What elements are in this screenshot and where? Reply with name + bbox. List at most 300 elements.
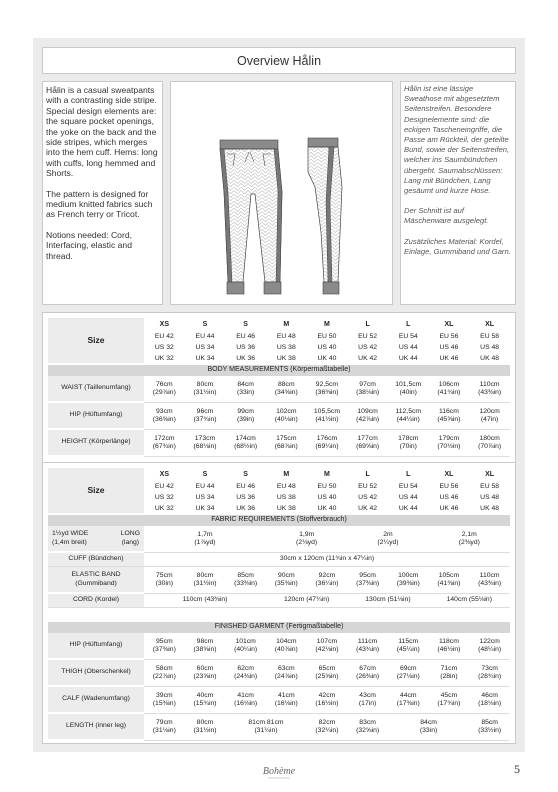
value-yd: (1⅞yd) — [194, 539, 216, 546]
value-in: (43⅜in) — [478, 580, 502, 587]
cord-label — [48, 594, 144, 608]
value-in: (40⅛in) — [274, 416, 298, 423]
size-eu-text: EU 46 — [236, 483, 256, 491]
value-in: (68½in) — [234, 443, 258, 450]
size-eu — [185, 482, 226, 493]
value-m: 2m — [383, 530, 393, 538]
value-in: (40⅞in) — [274, 646, 298, 653]
section-title: BODY MEASUREMENTS (Körpermaßtabelle) — [207, 366, 351, 374]
length-value — [225, 714, 306, 741]
description-en-paragraph: Notions needed: Cord, Interfacing, elastic and thread. — [46, 229, 132, 261]
cord-value-text: 120cm (47¼in) — [283, 596, 330, 604]
size-uk-text: UK 46 — [439, 355, 459, 363]
measurement-value — [347, 430, 388, 457]
length-value — [347, 714, 388, 741]
value-cm: 175cm — [276, 434, 297, 442]
size-code — [429, 318, 470, 332]
measurement-value — [469, 376, 510, 403]
value-in: (35⅜in) — [274, 580, 298, 587]
value-cm: 69cm — [399, 664, 417, 672]
size-code — [144, 318, 185, 332]
measurement-label — [48, 660, 144, 687]
long-label-text: LONG — [120, 530, 140, 538]
value-in: (16⅛in) — [274, 700, 298, 707]
value-in: (30in) — [155, 580, 174, 587]
measurement-label — [48, 687, 144, 714]
section-header — [48, 365, 510, 376]
measurement-value — [266, 633, 307, 660]
value-in: (32¼in) — [315, 727, 339, 734]
description-en-paragraph: Hålin is a casual sweatpants with a contrasting side stripe. Special design elements are: the square pocket openings, the yoke on the back and the side stripes, which merges into the hem cuff. Hems: long with cuffs, long hemmed and Shorts. — [46, 85, 158, 179]
body-measurements-box — [42, 312, 516, 463]
value-in: (37⅜in) — [152, 646, 176, 653]
sweatpants-drawing — [171, 82, 392, 304]
size-eu-text: EU 56 — [439, 333, 459, 341]
value-in: (33in) — [236, 389, 255, 396]
value-cm: 58cm — [156, 664, 173, 672]
size-uk-text: UK 48 — [480, 505, 500, 513]
value-in: (31½in) — [193, 389, 217, 396]
value-in: (37⅜in) — [356, 580, 380, 587]
size-us-text: US 34 — [195, 344, 215, 352]
size-us-text: US 38 — [276, 494, 296, 502]
fabric-long-value — [429, 526, 510, 553]
size-eu — [225, 332, 266, 343]
value-cm: 179cm — [438, 434, 460, 442]
size-code-text: XL — [485, 470, 495, 478]
size-eu — [225, 482, 266, 493]
size-eu-text: EU 54 — [398, 333, 418, 341]
measurement-value — [144, 687, 185, 714]
size-code-text: L — [365, 320, 370, 328]
value-in: (46½in) — [437, 646, 461, 653]
size-eu-text: EU 50 — [317, 483, 337, 491]
size-code-text: XL — [444, 470, 454, 478]
value-in: (23⅝in) — [193, 673, 217, 680]
size-eu — [307, 482, 348, 493]
value-cm: 176cm — [316, 434, 338, 442]
measurement-label-text: CALF (Wadenumfang) — [62, 695, 130, 703]
value-in: (47in) — [480, 416, 499, 423]
description-german — [400, 81, 516, 305]
measurement-label — [48, 403, 144, 430]
size-uk — [429, 354, 470, 365]
value-cm: 111cm — [357, 637, 378, 645]
value-in: (17¾in) — [437, 700, 461, 707]
elastic-value — [307, 567, 348, 594]
length-row — [48, 714, 510, 741]
measurement-value — [347, 376, 388, 403]
size-uk-text: UK 34 — [195, 355, 215, 363]
value-in: (18⅛in) — [478, 700, 502, 707]
value-cm: 41cm — [237, 691, 254, 699]
cord-value — [429, 594, 510, 608]
value-cm: 98cm — [196, 637, 214, 645]
size-eu-text: EU 58 — [480, 483, 500, 491]
section-header-row — [48, 515, 510, 526]
section-header — [48, 622, 510, 633]
size-uk — [347, 354, 388, 365]
overview-sheet — [33, 38, 525, 752]
value-cm: 95cm — [359, 571, 376, 579]
measurement-label — [48, 633, 144, 660]
value-cm: 178cm — [398, 434, 419, 442]
value-cm: 39cm — [156, 691, 173, 699]
value-in: (22⅞in) — [152, 673, 176, 680]
length-value — [144, 714, 185, 741]
size-code-text: S — [202, 320, 208, 328]
cord-value — [144, 594, 266, 608]
value-cm: 102cm — [276, 407, 297, 415]
value-cm: 109cm — [357, 407, 378, 415]
value-in: (48¼in) — [478, 646, 502, 653]
measurement-value — [144, 376, 185, 403]
description-de-paragraph: Zusätzliches Material: Kordel, Einlage, Gummiband und Garn. — [404, 236, 511, 256]
size-eu-text: EU 50 — [317, 333, 337, 341]
value-yd: (2⅛yd) — [296, 539, 318, 546]
measurement-value — [429, 403, 470, 430]
value-in: (36⅝in) — [152, 416, 176, 423]
size-uk-text: UK 42 — [358, 355, 378, 363]
size-eu — [185, 332, 226, 343]
value-m: 1,7m — [197, 530, 213, 538]
size-eu-text: EU 46 — [236, 333, 256, 341]
value-cm: 41cm — [277, 691, 295, 699]
value-cm: 84cm — [237, 380, 254, 388]
section-title: FINISHED GARMENT (Fertigmaßtabelle) — [214, 623, 344, 631]
value-in: (28in) — [440, 673, 458, 680]
value-cm: 120cm — [479, 407, 500, 415]
value-cm: 82cm — [318, 718, 336, 726]
value-cm: 42cm — [318, 691, 336, 699]
size-eu — [347, 482, 388, 493]
size-us — [266, 343, 307, 354]
value-cm: 100cm — [398, 571, 419, 579]
size-us — [469, 493, 510, 504]
value-in: (16⅛in) — [234, 700, 258, 707]
value-in: (42⅛in) — [315, 646, 339, 653]
value-in: (70⅞in) — [478, 443, 502, 450]
size-uk-text: UK 42 — [358, 505, 378, 513]
value-in: (68⅛in) — [193, 443, 217, 450]
value-cm: 80cm — [196, 718, 214, 726]
body-measurements-table — [48, 318, 510, 457]
size-code-text: S — [243, 470, 248, 478]
pants-illustration — [170, 81, 393, 305]
value-cm: 172cm — [154, 434, 175, 442]
fabric-long-row — [48, 526, 510, 553]
elastic-label — [48, 567, 144, 594]
measurement-value — [185, 403, 226, 430]
size-eu-text: EU 52 — [358, 483, 378, 491]
value-cm: 110cm — [479, 380, 500, 388]
size-us — [469, 343, 510, 354]
size-eu — [144, 482, 185, 493]
size-eu-text: EU 48 — [276, 333, 296, 341]
value-in: (31⅛in) — [152, 727, 176, 734]
value-cm: 92,5cm — [315, 380, 339, 388]
value-cm: 79cm — [156, 718, 173, 726]
side-view — [308, 138, 342, 294]
measurement-value — [307, 403, 348, 430]
value-in: (29⅞in) — [152, 389, 176, 396]
value-in: (68⅞in) — [274, 443, 298, 450]
value-in: (32⅝in) — [356, 727, 380, 734]
size-us-text: US 44 — [398, 344, 418, 352]
measurement-value — [469, 687, 510, 714]
size-code — [469, 318, 510, 332]
value-cm: 105,5cm — [313, 407, 340, 415]
size-code-text: L — [406, 470, 411, 478]
size-uk — [469, 504, 510, 515]
value-in: (70½in) — [437, 443, 461, 450]
size-eu-text: EU 58 — [480, 333, 500, 341]
elastic-value — [429, 567, 470, 594]
description-de-paragraph: Hålin ist eine lässige Sweathose mit abgesetztem Seitenstreifen. Besondere Designelemente sind: die eckigen Tascheneingriffe, die Passe am Rückteil, der geteilte Bund, sowie der Seitenstreifen, welcher ins Saumbündchen übergeht. Saumabschlüssen: Lang mit Bündchen, Lang gesäumt und kurze Hose. — [404, 84, 510, 196]
value-cm: 174cm — [235, 434, 256, 442]
size-eu — [266, 482, 307, 493]
value-in: (40in) — [399, 389, 417, 396]
size-eu — [144, 332, 185, 343]
value-cm: 116cm — [438, 407, 459, 415]
long-label-text: (lang) — [121, 538, 140, 546]
length-label-text: LENGTH (inner leg) — [65, 722, 127, 730]
cuff-value-text: 30cm x 120cm (11¾in x 47¼in) — [279, 555, 375, 563]
length-value — [307, 714, 348, 741]
value-in: (45⅝in) — [437, 416, 461, 423]
finished-garment-table — [48, 622, 510, 741]
logo-text: Bohème — [262, 766, 296, 777]
value-in: (39in) — [236, 416, 255, 423]
value-cm: 81cm 81cm — [248, 718, 284, 726]
size-code — [388, 318, 429, 332]
measurement-value — [347, 403, 388, 430]
size-uk-text: UK 40 — [317, 355, 337, 363]
measurement-value — [266, 660, 307, 687]
size-code-text: XS — [159, 320, 169, 328]
value-in: (37¾in) — [193, 416, 217, 423]
size-code — [347, 468, 388, 482]
measurement-value — [185, 660, 226, 687]
value-in: (28¾in) — [478, 673, 502, 680]
measurement-value — [429, 660, 470, 687]
measurement-value — [266, 376, 307, 403]
value-cm: 80cm — [196, 571, 214, 579]
size-uk — [144, 504, 185, 515]
section-header-row — [48, 365, 510, 376]
size-code — [266, 318, 307, 332]
measurement-value — [347, 687, 388, 714]
size-code — [185, 468, 226, 482]
front-view — [220, 140, 282, 294]
cuff-label — [48, 553, 144, 567]
measurement-label-text: HIP (Hüftumfang) — [69, 411, 123, 419]
measurement-row — [48, 403, 510, 430]
value-cm: 112,5cm — [395, 407, 422, 415]
size-uk — [307, 354, 348, 365]
elastic-value — [185, 567, 226, 594]
size-uk — [185, 504, 226, 515]
value-in: (70in) — [399, 443, 417, 450]
value-in: (25⅝in) — [315, 673, 339, 680]
value-in: (38⅛in) — [356, 389, 380, 396]
size-us — [225, 493, 266, 504]
size-eu — [469, 332, 510, 343]
length-value — [185, 714, 226, 741]
measurement-value — [144, 660, 185, 687]
value-cm: 106cm — [438, 380, 460, 388]
size-us — [429, 493, 470, 504]
measurement-label-text: THIGH (Oberschenkel) — [61, 668, 131, 676]
size-us — [388, 343, 429, 354]
measurement-value — [225, 633, 266, 660]
measurement-value — [185, 430, 226, 457]
size-uk — [388, 354, 429, 365]
fabric-garment-box — [42, 462, 516, 744]
size-uk — [469, 354, 510, 365]
size-code-text: L — [406, 320, 411, 328]
size-us-text: US 40 — [317, 494, 337, 502]
measurement-row — [48, 687, 510, 714]
cuff-value — [144, 553, 510, 567]
size-uk-text: UK 34 — [195, 505, 215, 513]
elastic-value — [225, 567, 266, 594]
measurement-row — [48, 430, 510, 457]
size-us-text: US 38 — [276, 344, 296, 352]
size-uk — [185, 354, 226, 365]
size-uk-text: UK 48 — [480, 355, 500, 363]
measurement-value — [307, 660, 348, 687]
value-cm: 73cm — [481, 664, 498, 672]
size-code — [469, 468, 510, 482]
size-code-text: M — [283, 320, 290, 328]
elastic-value — [469, 567, 510, 594]
size-eu — [307, 332, 348, 343]
value-in: (34⅝in) — [274, 389, 298, 396]
length-value — [469, 714, 510, 741]
fabric-long-value — [144, 526, 266, 553]
size-code — [144, 468, 185, 482]
fabric-long-value — [347, 526, 428, 553]
measurement-row — [48, 376, 510, 403]
value-in: (42⅞in) — [356, 416, 380, 423]
value-cm: 90cm — [277, 571, 295, 579]
size-us-text: US 32 — [154, 494, 174, 502]
measurement-value — [225, 660, 266, 687]
value-cm: 99cm — [237, 407, 254, 415]
measurement-value — [225, 376, 266, 403]
measurement-value — [266, 687, 307, 714]
value-cm: 44cm — [399, 691, 417, 699]
size-eu — [429, 332, 470, 343]
measurement-value — [225, 430, 266, 457]
measurement-label — [48, 376, 144, 403]
page-title: Overview Hålin — [42, 47, 516, 74]
size-uk-text: UK 44 — [398, 355, 418, 363]
page-number: 5 — [514, 762, 520, 776]
value-cm: 62cm — [237, 664, 254, 672]
measurement-value — [307, 430, 348, 457]
size-label — [48, 468, 144, 515]
measurement-value — [469, 660, 510, 687]
size-eu-text: EU 44 — [195, 333, 215, 341]
measurement-value — [185, 687, 226, 714]
size-code — [266, 468, 307, 482]
measurement-value — [266, 403, 307, 430]
size-us — [185, 343, 226, 354]
size-code-row — [48, 468, 510, 482]
cord-row — [48, 594, 510, 608]
size-code — [225, 318, 266, 332]
measurement-value — [429, 430, 470, 457]
value-cm: 101cm — [235, 637, 256, 645]
value-cm: 88cm — [277, 380, 295, 388]
size-uk — [266, 504, 307, 515]
value-in: (33⅜in) — [234, 580, 258, 587]
size-code-row — [48, 318, 510, 332]
size-code — [307, 318, 348, 332]
measurement-value — [225, 687, 266, 714]
measurement-value — [429, 687, 470, 714]
measurement-value — [144, 430, 185, 457]
value-in: (31¼in) — [254, 727, 278, 734]
size-label-text: Size — [87, 335, 105, 346]
size-us — [225, 343, 266, 354]
size-us — [388, 493, 429, 504]
value-cm: 96cm — [196, 407, 214, 415]
value-cm: 40cm — [196, 691, 214, 699]
boheme-logo — [262, 757, 296, 787]
size-label-text: Size — [87, 485, 105, 496]
fabric-width-label — [48, 526, 144, 553]
elastic-row — [48, 567, 510, 594]
elastic-label-text: ELASTIC BAND — [71, 571, 121, 579]
measurement-value — [388, 633, 429, 660]
value-cm: 110cm — [479, 571, 500, 579]
fabric-long-value — [266, 526, 347, 553]
value-in: (36¼in) — [315, 580, 339, 587]
measurement-row — [48, 660, 510, 687]
measurement-value — [347, 633, 388, 660]
size-code-text: XS — [159, 470, 169, 478]
value-cm: 45cm — [440, 691, 458, 699]
measurement-row — [48, 633, 510, 660]
value-in: (33in) — [419, 727, 438, 734]
measurement-value — [144, 403, 185, 430]
value-in: (67¾in) — [152, 443, 176, 450]
size-eu-text: EU 48 — [276, 483, 296, 491]
value-m: 2,1m — [461, 530, 477, 538]
size-us — [347, 493, 388, 504]
measurement-value — [388, 403, 429, 430]
section-header-row — [48, 622, 510, 633]
measurement-value — [185, 376, 226, 403]
size-eu-text: EU 56 — [439, 483, 459, 491]
value-cm: 85cm — [481, 718, 498, 726]
value-cm: 92cm — [318, 571, 336, 579]
size-us-text: US 48 — [480, 344, 500, 352]
size-us — [429, 343, 470, 354]
size-label — [48, 318, 144, 365]
description-de-paragraph: Der Schnitt ist auf Mäschenware ausgelegt. — [404, 206, 489, 226]
value-cm: 173cm — [194, 434, 216, 442]
value-cm: 85cm — [237, 571, 254, 579]
value-in: (26⅜in) — [356, 673, 380, 680]
value-cm: 80cm — [196, 380, 214, 388]
size-code-text: S — [243, 320, 248, 328]
description-en-paragraph: The pattern is designed for medium knitted fabrics such as French terry or Tricot. — [46, 188, 153, 220]
size-code — [347, 318, 388, 332]
